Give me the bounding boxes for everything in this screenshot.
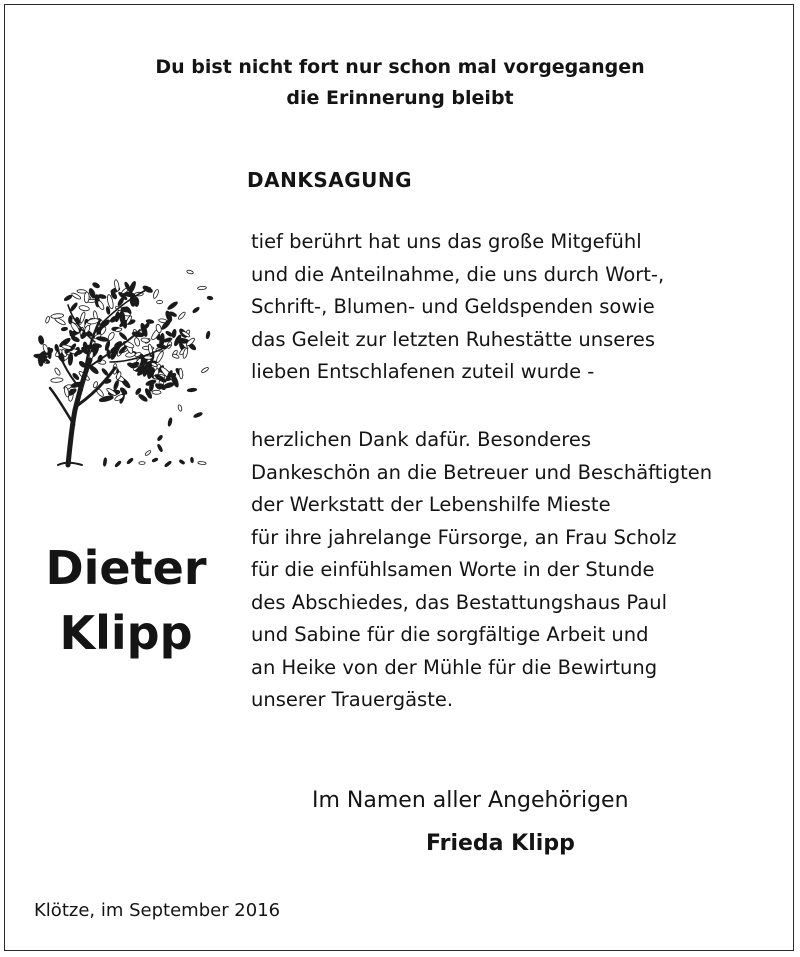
windblown-tree-icon: [20, 250, 220, 480]
text-line: Schrift-, Blumen- und Geldspenden sowie: [251, 295, 655, 318]
deceased-first-name: Dieter: [45, 541, 207, 595]
signature-line: Im Namen aller Angehörigen: [312, 788, 629, 813]
motto-line-1: Du bist nicht fort nur schon mal vorgegangen: [155, 56, 645, 78]
text-line: tief berührt hat uns das große Mitgefühl: [251, 230, 642, 253]
signature-name: Frieda Klipp: [426, 831, 575, 856]
thanks-paragraph-2: [251, 424, 712, 717]
text-line: Dankeschön an die Betreuer und Beschäftigten: [251, 460, 713, 484]
text-line: herzlichen Dank dafür. Besonderes: [251, 428, 592, 451]
text-line: lieben Entschlafenen zuteil wurde -: [251, 360, 595, 383]
tree-leaves: [34, 270, 214, 468]
text-line: der Werkstatt der Lebenshilfe Mieste: [251, 493, 611, 516]
motto-line-2: die Erinnerung bleibt: [286, 87, 514, 109]
text-line: für ihre jahrelange Fürsorge, an Frau Scholz: [251, 525, 677, 549]
heading-danksagung: DANKSAGUNG: [247, 168, 413, 192]
text-line: des Abschiedes, das Bestattungshaus Paul: [251, 590, 668, 614]
text-line: das Geleit zur letzten Ruhestätte unseres: [251, 327, 656, 351]
deceased-last-name: Klipp: [59, 606, 193, 660]
text-line: und Sabine für die sorgfältige Arbeit und: [251, 623, 649, 646]
thanks-paragraph-1: [251, 226, 664, 389]
place-and-date: Klötze, im September 2016: [34, 900, 281, 921]
text-line: unserer Trauergäste.: [251, 688, 454, 711]
text-line: und die Anteilnahme, die uns durch Wort-,: [251, 262, 665, 286]
text-line: an Heike von der Mühle für die Bewirtung: [251, 655, 658, 679]
text-line: für die einfühlsamen Worte in der Stunde: [251, 558, 655, 581]
